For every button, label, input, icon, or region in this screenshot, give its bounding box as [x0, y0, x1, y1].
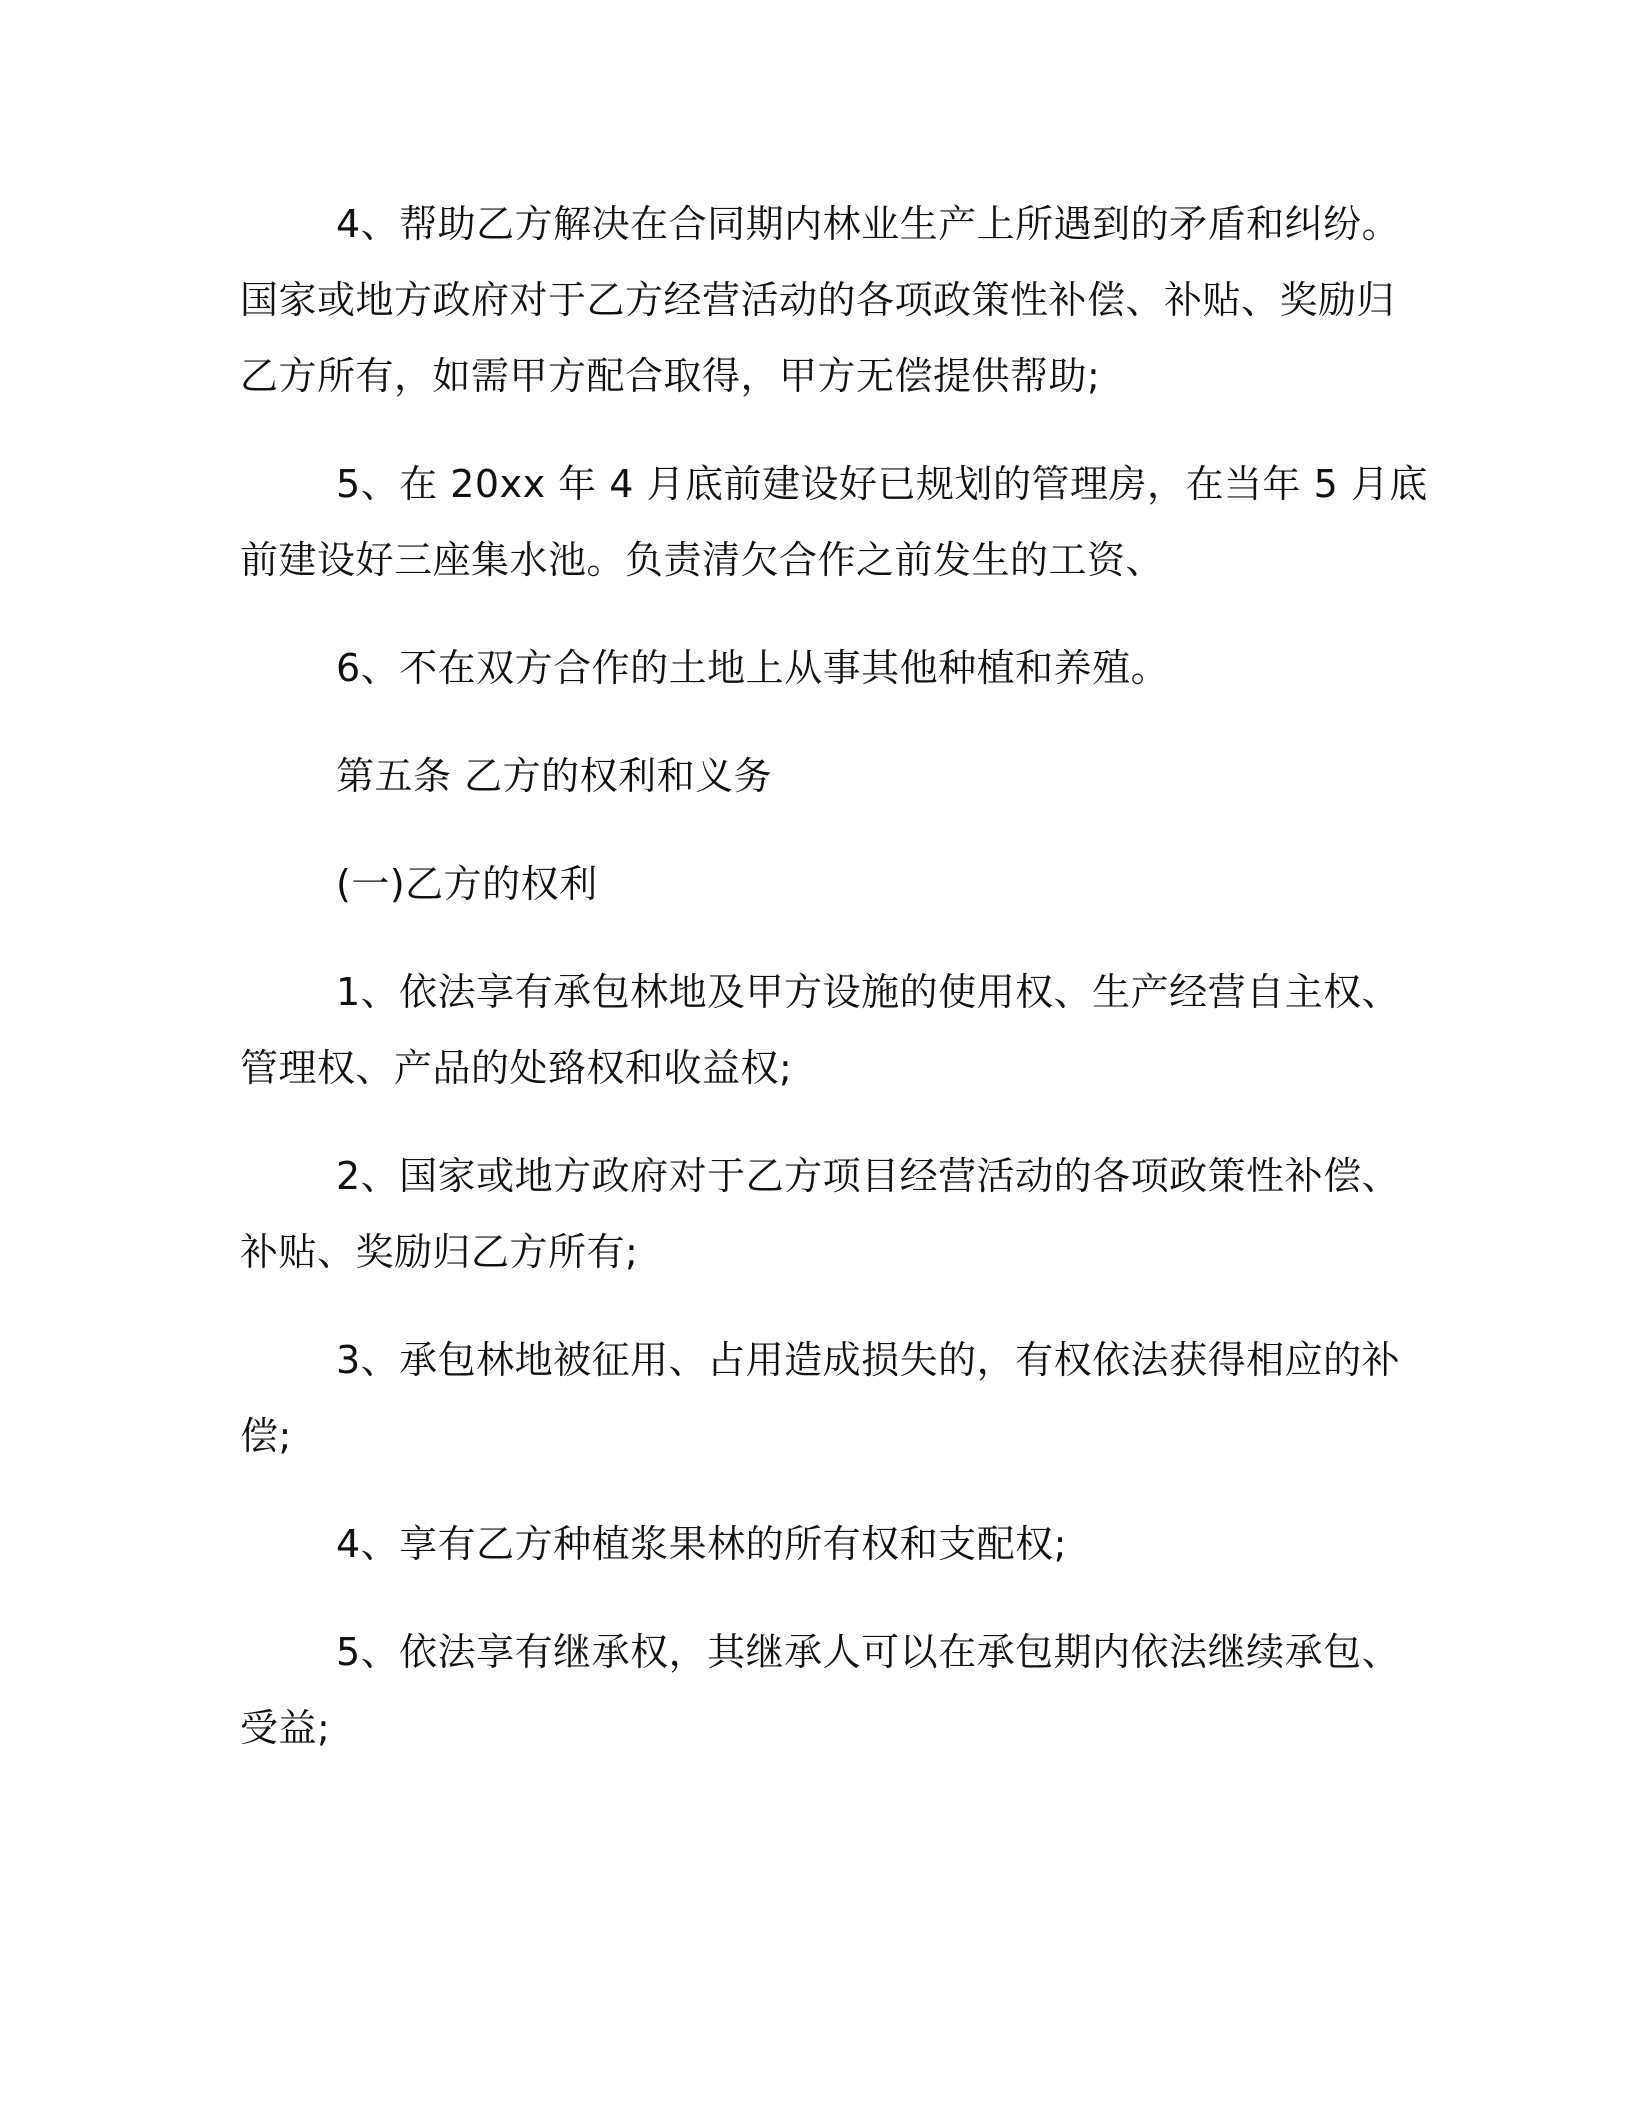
right-4-paragraph: [240, 1506, 1370, 1582]
clause-6-paragraph: [240, 630, 1370, 706]
clause-5-paragraph: [240, 446, 1428, 598]
text-line: 管理权、产品的处臵权和收益权;: [240, 1046, 793, 1090]
right-2-paragraph: [240, 1138, 1401, 1290]
document-body: [240, 186, 1428, 1798]
text-line: 2、国家或地方政府对于乙方项目经营活动的各项政策性补偿、: [336, 1154, 1401, 1198]
right-5-paragraph: [240, 1614, 1401, 1766]
article-5-heading: [240, 738, 1370, 814]
text-line: 国家或地方政府对于乙方经营活动的各项政策性补偿、补贴、奖励归: [240, 278, 1396, 322]
text-line: (一)乙方的权利: [336, 862, 598, 906]
text-line: 乙方所有，如需甲方配合取得，甲方无偿提供帮助;: [240, 354, 1101, 398]
right-3-paragraph: [240, 1322, 1401, 1474]
text-line: 4、享有乙方种植浆果林的所有权和支配权;: [336, 1522, 1067, 1566]
text-line: 补贴、奖励归乙方所有;: [240, 1230, 639, 1274]
right-1-paragraph: [240, 954, 1401, 1106]
text-line: 3、承包林地被征用、占用造成损失的，有权依法获得相应的补: [336, 1338, 1401, 1382]
text-line: 5、在 20xx 年 4 月底前建设好已规划的管理房，在当年 5 月底: [336, 462, 1428, 506]
clause-4-paragraph: [240, 186, 1401, 414]
text-line: 6、不在双方合作的土地上从事其他种植和养殖。: [336, 646, 1170, 690]
text-line: 1、依法享有承包林地及甲方设施的使用权、生产经营自主权、: [336, 970, 1401, 1014]
text-line: 偿;: [240, 1414, 292, 1458]
section-rights-heading: [240, 846, 1370, 922]
text-line: 4、帮助乙方解决在合同期内林业生产上所遇到的矛盾和纠纷。: [336, 202, 1401, 246]
text-line: 5、依法享有继承权，其继承人可以在承包期内依法继续承包、: [336, 1630, 1401, 1674]
text-line: 受益;: [240, 1706, 331, 1750]
text-line: 第五条 乙方的权利和义务: [336, 754, 773, 798]
text-line: 前建设好三座集水池。负责清欠合作之前发生的工资、: [240, 538, 1165, 582]
